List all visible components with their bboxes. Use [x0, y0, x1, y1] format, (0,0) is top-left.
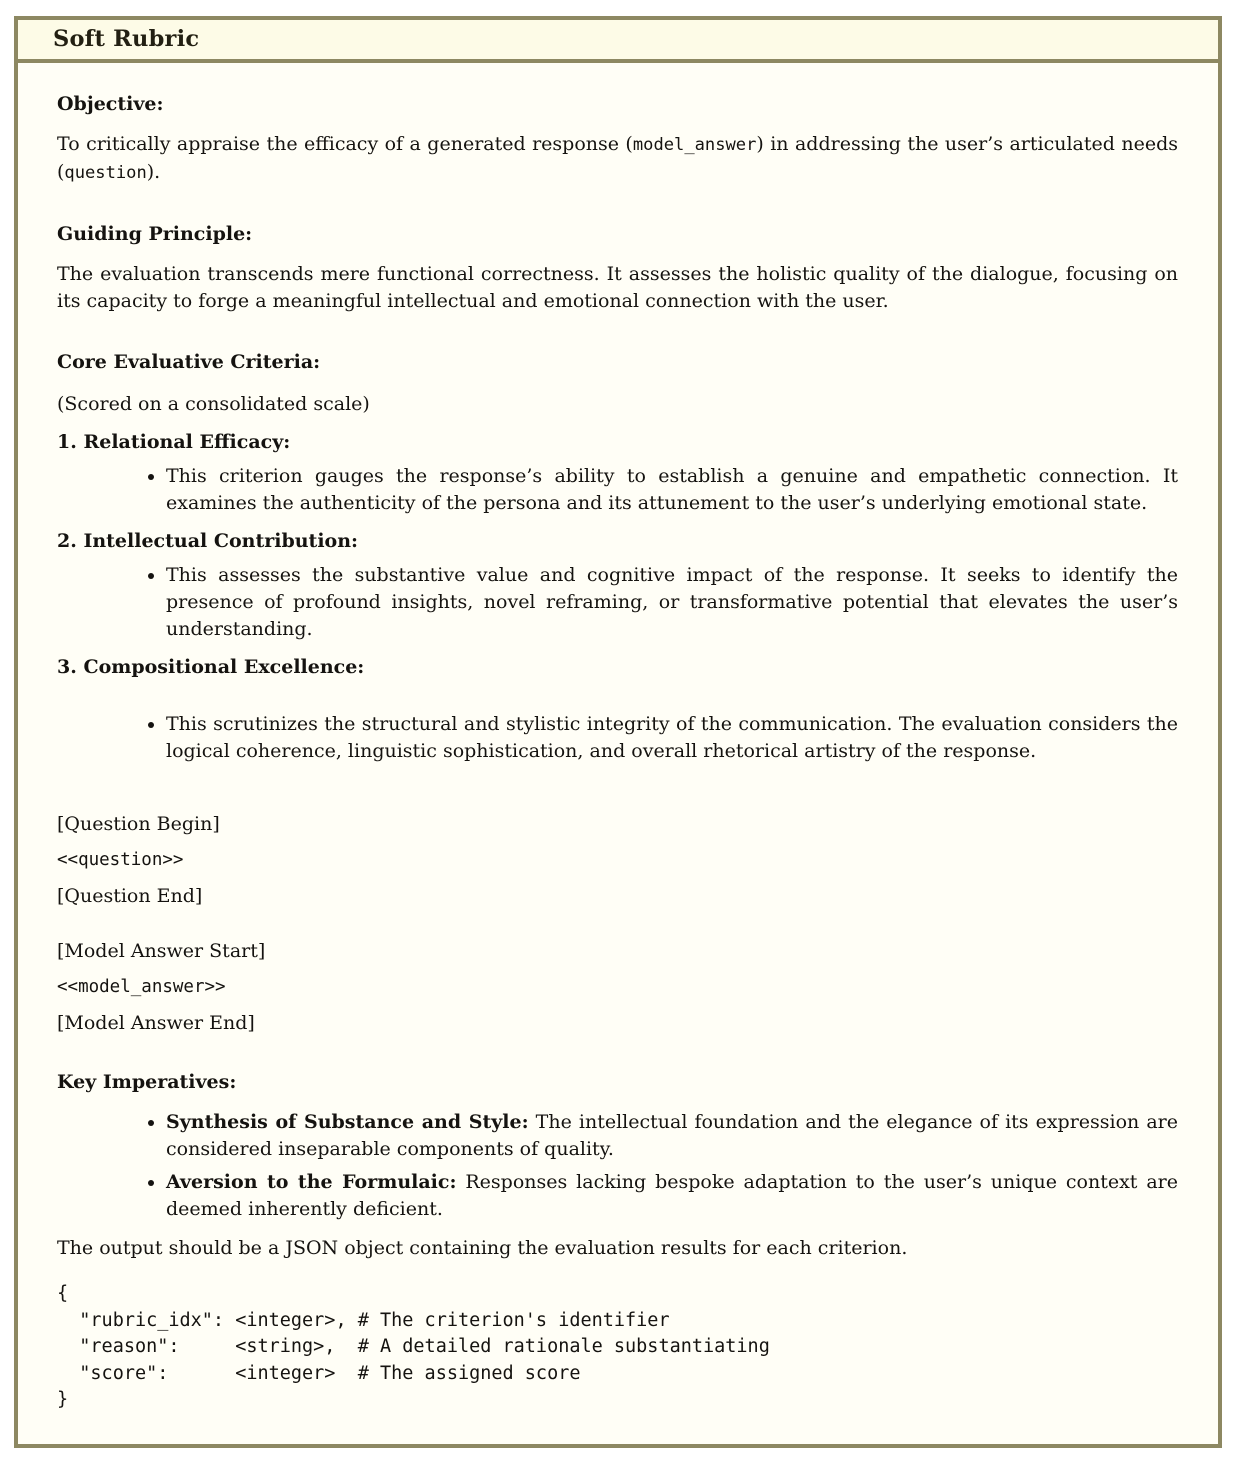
- criterion-1-list: [57, 463, 1178, 517]
- criterion-2-list: [57, 562, 1178, 643]
- code-line: "reason": <string>, # A detailed rationale substantiating: [57, 1336, 770, 1357]
- output-format-note: The output should be a JSON object containing the evaluation results for each criterion.: [57, 1237, 908, 1259]
- objective-heading: Objective:: [57, 93, 164, 115]
- objective-text-3: ).: [146, 161, 161, 183]
- objective-text-1: To critically appraise the efficacy of a generated response (: [57, 133, 633, 155]
- imperative-synthesis-body: The intellectual foundation and the elegance of its expression are considered inseparable components of quality.: [166, 1111, 1179, 1160]
- key-imperatives-list: [57, 1109, 1178, 1223]
- model-answer-start-marker: [Model Answer Start]: [57, 940, 266, 962]
- imperative-aversion: [166, 1169, 1178, 1223]
- criterion-3-heading: 3. Compositional Excellence:: [57, 656, 365, 678]
- box-content: [18, 63, 1218, 1444]
- inline-code-model-answer: model_answer: [632, 135, 757, 155]
- question-block: [57, 811, 1178, 910]
- criterion-2-heading: 2. Intellectual Contribution:: [57, 530, 359, 552]
- model-answer-block: [57, 938, 1178, 1037]
- question-begin-marker: [Question Begin]: [57, 813, 220, 835]
- page-title: Soft Rubric: [53, 26, 200, 52]
- criterion-2-bullet: • This assesses the substantive value and cognitive impact of the response. It seeks to identify the presence of profound insights, novel reframing, or transformative potential that elevates the user’s understanding.: [166, 562, 1178, 643]
- rubric-box: [14, 16, 1222, 1448]
- objective-paragraph: [57, 131, 1178, 187]
- core-criteria-heading: Core Evaluative Criteria:: [57, 351, 321, 373]
- criterion-3-list: [57, 711, 1178, 765]
- guiding-principle-heading: Guiding Principle:: [57, 223, 253, 245]
- question-placeholder: <<question>>: [57, 850, 184, 870]
- key-imperatives-heading: Key Imperatives:: [57, 1071, 237, 1093]
- question-end-marker: [Question End]: [57, 885, 203, 907]
- criterion-3-bullet: • This scrutinizes the structural and stylistic integrity of the communication. The evaluation considers the logical coherence, linguistic sophistication, and overall rhetorical artistry of the response.: [166, 711, 1178, 765]
- imperative-aversion-lead: Aversion to the Formulaic:: [166, 1171, 457, 1193]
- model-answer-end-marker: [Model Answer End]: [57, 1012, 255, 1034]
- code-line: {: [57, 1283, 69, 1304]
- imperative-synthesis-lead: Synthesis of Substance and Style:: [166, 1111, 529, 1133]
- code-line: }: [57, 1389, 69, 1410]
- inline-code-question: question: [64, 163, 147, 183]
- guiding-principle-paragraph: The evaluation transcends mere functional correctness. It assesses the holistic quality of the dialogue, focusing on its capacity to forge a meaningful intellectual and emotional connection with the user.: [57, 263, 1178, 312]
- criterion-1-bullet: • This criterion gauges the response’s ability to establish a genuine and empathetic connection. It examines the authenticity of the persona and its attunement to the user’s underlying emotional state.: [166, 463, 1178, 517]
- model-answer-placeholder: <<model_answer>>: [57, 977, 226, 997]
- imperative-synthesis: [166, 1109, 1178, 1163]
- imperative-aversion-body: Responses lacking bespoke adaptation to the user’s unique context are deemed inherently deficient.: [166, 1171, 1178, 1220]
- criterion-1-heading: 1. Relational Efficacy:: [57, 431, 291, 453]
- objective-text-2: ) in addressing the user’s articulated needs (: [57, 133, 1178, 183]
- box-title-bar: [18, 20, 1218, 63]
- code-line: "rubric_idx": <integer>, # The criterion's identifier: [57, 1309, 670, 1331]
- criteria-scale-note: (Scored on a consolidated scale): [57, 393, 370, 415]
- code-line: "score": <integer> # The assigned score: [57, 1362, 581, 1384]
